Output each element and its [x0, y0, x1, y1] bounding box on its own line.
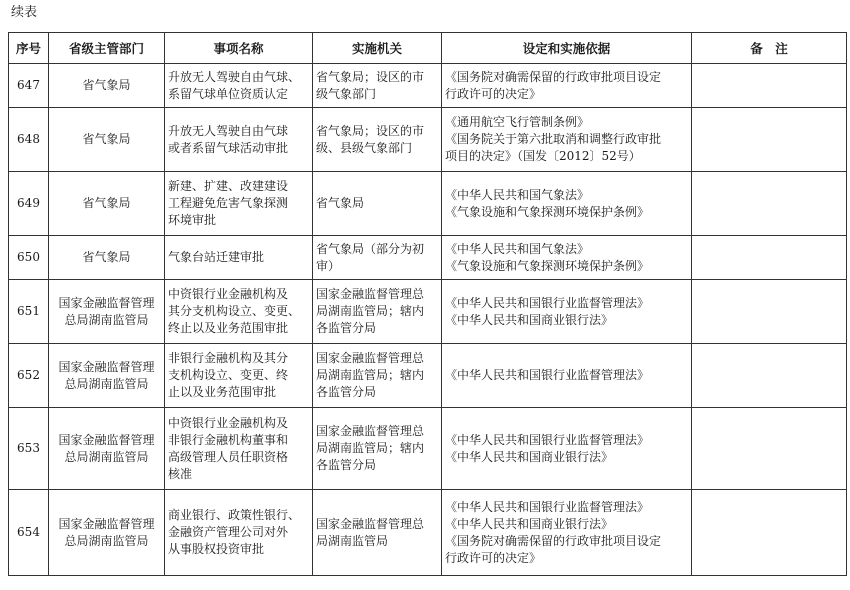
cell-item-line: 新建、扩建、改建建设	[168, 179, 289, 193]
cell-agency-line: 级气象部门	[316, 86, 377, 101]
cell-no: 654	[9, 490, 49, 576]
cell-basis	[442, 172, 692, 236]
cell-item	[165, 172, 313, 236]
cell-remark	[692, 236, 847, 280]
cell-no: 648	[9, 108, 49, 172]
cell-agency-line: 省气象局	[316, 196, 365, 210]
cell-remark	[692, 172, 847, 236]
cell-basis-line: 《中华人民共和国银行业监督管理法》	[445, 499, 650, 514]
cell-basis-line: 《国务院对确需保留的行政审批项目设定	[445, 533, 662, 548]
table-row	[9, 280, 847, 344]
cell-basis	[442, 408, 692, 490]
cell-item	[165, 236, 313, 280]
cell-item-line: 高级管理人员任职资格	[168, 449, 289, 464]
cell-item-line: 中资银行业金融机构及	[168, 415, 289, 430]
cell-dept-line: 省气象局	[82, 196, 131, 210]
cell-basis-line: 《中华人民共和国商业银行法》	[445, 449, 614, 464]
cell-agency-line: 省气象局（部分为初	[316, 241, 425, 256]
cell-basis-line: 《中华人民共和国银行业监督管理法》	[445, 432, 650, 447]
cell-item-line: 支机构设立、变更、终	[168, 368, 289, 382]
cell-dept-line: 省气象局	[82, 250, 131, 264]
cell-dept-line: 省气象局	[82, 132, 131, 146]
cell-basis-line: 项目的决定》（国发〔2012〕52号）	[445, 149, 641, 163]
header-item: 事项名称	[165, 33, 313, 64]
cell-item-line: 中资银行业金融机构及	[168, 287, 289, 301]
table-header-row	[9, 33, 847, 64]
cell-item-line: 终止以及业务范围审批	[168, 321, 289, 335]
cell-item-line: 升放无人驾驶自由气球	[168, 123, 289, 138]
cell-agency-line: 局湖南监管局；辖内	[316, 368, 425, 382]
cell-no: 649	[9, 172, 49, 236]
cell-basis-line: 《中华人民共和国气象法》	[445, 187, 590, 202]
cell-basis	[442, 490, 692, 576]
cell-basis-line: 《国务院关于第六批取消和调整行政审批	[445, 132, 662, 146]
cell-agency-line: 省气象局；设区的市	[316, 123, 425, 138]
cell-agency-line: 各监管分局	[316, 458, 377, 472]
cell-dept-line: 国家金融监督管理	[58, 432, 155, 447]
cell-remark	[692, 344, 847, 408]
cell-basis	[442, 64, 692, 108]
cell-basis-line: 《中华人民共和国商业银行法》	[445, 516, 614, 531]
cell-item-line: 系留气球单位资质认定	[168, 86, 289, 101]
cell-dept-line: 总局湖南监管局	[64, 533, 149, 548]
cell-agency-line: 国家金融监督管理总	[316, 287, 425, 301]
cell-basis-line: 《气象设施和气象探测环境保护条例》	[445, 204, 650, 219]
cell-agency	[313, 64, 442, 108]
cell-agency	[313, 490, 442, 576]
cell-item-line: 核准	[168, 466, 193, 481]
cell-remark	[692, 64, 847, 108]
cell-dept-line: 国家金融监督管理	[58, 359, 155, 374]
cell-basis-line: 《中华人民共和国银行业监督管理法》	[445, 368, 650, 382]
cell-dept	[49, 172, 165, 236]
cell-agency	[313, 172, 442, 236]
table-row	[9, 344, 847, 408]
cell-item	[165, 280, 313, 344]
cell-agency-line: 国家金融监督管理总	[316, 424, 425, 438]
cell-dept-line: 国家金融监督管理	[58, 516, 155, 531]
cell-item-line: 非银行金融机构董事和	[168, 432, 289, 447]
cell-agency-line: 国家金融监督管理总	[316, 351, 425, 365]
cell-agency-line: 各监管分局	[316, 321, 377, 335]
cell-agency-line: 级、县级气象部门	[316, 140, 413, 155]
cell-dept	[49, 344, 165, 408]
table-row	[9, 108, 847, 172]
cell-item-line: 环境审批	[168, 213, 217, 227]
cell-agency-line: 局湖南监管局；辖内	[316, 304, 425, 318]
cell-basis-line: 《通用航空飞行管制条例》	[445, 115, 590, 129]
cell-dept	[49, 280, 165, 344]
cell-agency-line: 国家金融监督管理总	[316, 516, 425, 531]
header-agency: 实施机关	[313, 33, 442, 64]
cell-item-line: 其分支机构设立、变更、	[168, 304, 301, 318]
cell-item-line: 工程避免危害气象探测	[168, 196, 289, 210]
cell-agency-line: 局湖南监管局	[316, 533, 389, 548]
cell-no: 647	[9, 64, 49, 108]
cell-dept-line: 省气象局	[82, 78, 131, 92]
cell-item	[165, 344, 313, 408]
cell-item	[165, 490, 313, 576]
cell-item-line: 或者系留气球活动审批	[168, 140, 289, 155]
cell-dept-line: 总局湖南监管局	[64, 449, 149, 464]
cell-no: 652	[9, 344, 49, 408]
cell-basis-line: 《国务院对确需保留的行政审批项目设定	[445, 69, 662, 84]
cell-item-line: 止以及业务范围审批	[168, 385, 277, 399]
table-row	[9, 408, 847, 490]
table-caption: 续表	[11, 5, 38, 20]
cell-item	[165, 408, 313, 490]
cell-dept	[49, 108, 165, 172]
cell-item	[165, 108, 313, 172]
cell-item-line: 气象台站迁建审批	[168, 250, 265, 264]
cell-agency	[313, 236, 442, 280]
cell-item	[165, 64, 313, 108]
cell-agency	[313, 108, 442, 172]
table-row	[9, 490, 847, 576]
cell-remark	[692, 490, 847, 576]
approval-items-table	[8, 32, 847, 576]
table-row	[9, 172, 847, 236]
cell-remark	[692, 108, 847, 172]
table-row	[9, 236, 847, 280]
cell-item-line: 从事股权投资审批	[168, 542, 265, 556]
cell-no: 653	[9, 408, 49, 490]
cell-remark	[692, 280, 847, 344]
cell-dept	[49, 64, 165, 108]
cell-remark	[692, 408, 847, 490]
cell-basis-line: 《中华人民共和国银行业监督管理法》	[445, 295, 650, 310]
cell-basis-line: 《中华人民共和国商业银行法》	[445, 312, 614, 327]
cell-dept	[49, 408, 165, 490]
cell-dept-line: 国家金融监督管理	[58, 295, 155, 310]
cell-agency	[313, 344, 442, 408]
cell-basis-line: 行政许可的决定》	[445, 86, 542, 101]
table-body	[9, 64, 847, 576]
cell-agency-line: 各监管分局	[316, 385, 377, 399]
header-dept: 省级主管部门	[49, 33, 165, 64]
cell-agency	[313, 280, 442, 344]
cell-basis	[442, 236, 692, 280]
cell-agency-line: 局湖南监管局；辖内	[316, 441, 425, 455]
cell-basis	[442, 108, 692, 172]
header-basis: 设定和实施依据	[442, 33, 692, 64]
cell-basis-line: 《中华人民共和国气象法》	[445, 241, 590, 256]
cell-basis	[442, 280, 692, 344]
cell-basis-line: 《气象设施和气象探测环境保护条例》	[445, 258, 650, 273]
cell-no: 651	[9, 280, 49, 344]
cell-agency	[313, 408, 442, 490]
cell-dept	[49, 490, 165, 576]
cell-no: 650	[9, 236, 49, 280]
table-row	[9, 64, 847, 108]
cell-item-line: 非银行金融机构及其分	[168, 351, 289, 365]
cell-item-line: 商业银行、政策性银行、	[168, 508, 301, 522]
cell-dept-line: 总局湖南监管局	[64, 312, 149, 327]
cell-basis	[442, 344, 692, 408]
header-no: 序号	[9, 33, 49, 64]
cell-dept	[49, 236, 165, 280]
cell-dept-line: 总局湖南监管局	[64, 376, 149, 391]
cell-item-line: 升放无人驾驶自由气球、	[168, 69, 301, 84]
cell-item-line: 金融资产管理公司对外	[168, 525, 289, 539]
cell-agency-line: 省气象局；设区的市	[316, 69, 425, 84]
cell-agency-line: 审）	[316, 258, 341, 273]
cell-basis-line: 行政许可的决定》	[445, 550, 542, 565]
header-remark: 备 注	[692, 33, 847, 64]
